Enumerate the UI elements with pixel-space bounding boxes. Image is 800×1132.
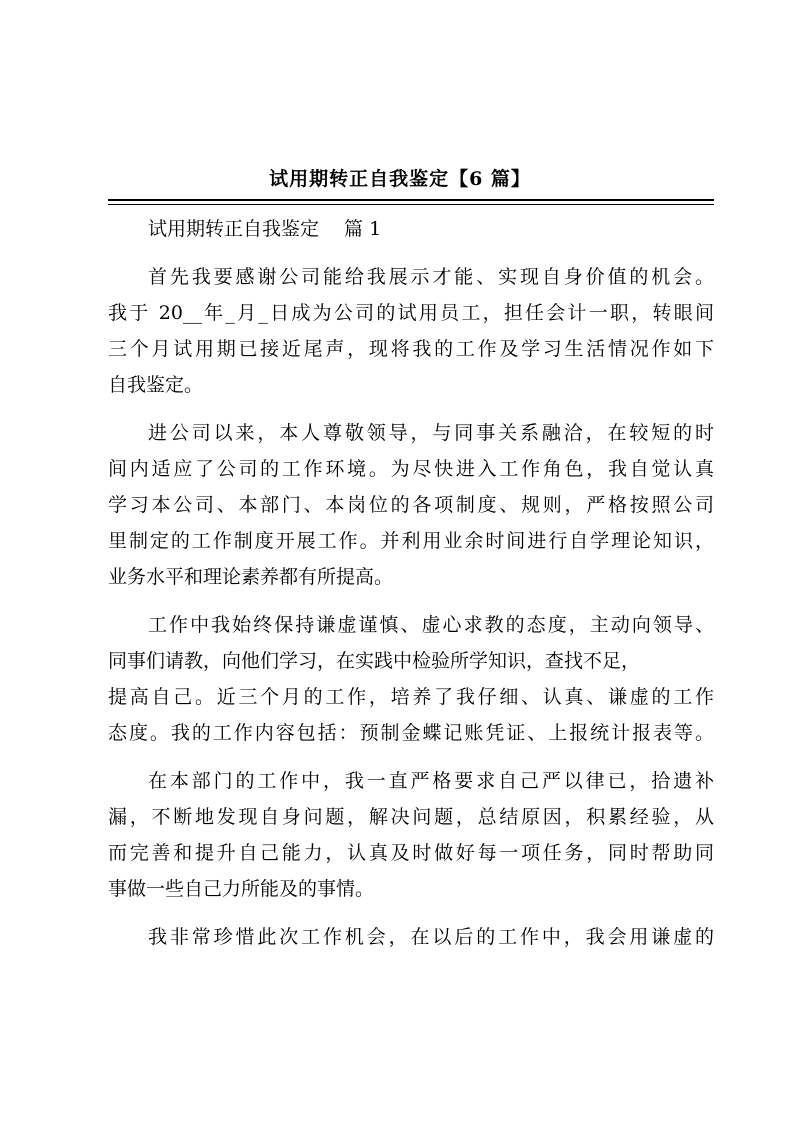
title-rule-thick xyxy=(108,199,714,201)
document-body xyxy=(108,211,714,955)
text-line: 进公司以来，本人尊敬领导，与同事关系融洽，在较短的时 xyxy=(148,422,714,444)
text-line: 我于 20__年_月_日成为公司的试用员工，担任会计一职，转眼间 xyxy=(108,302,714,324)
title-rule-thin xyxy=(108,204,714,205)
text-line: 我非常珍惜此次工作机会，在以后的工作中，我会用谦虚的 xyxy=(148,926,714,948)
text-line: 漏，不断地发现自身问题，解决问题，总结原因，积累经验，从 xyxy=(108,806,714,828)
text-line: 而完善和提升自己能力，认真及时做好每一项任务，同时帮助同 xyxy=(108,842,714,864)
body-lines xyxy=(108,259,714,955)
text-line: 学习本公司、本部门、本岗位的各项制度、规则，严格按照公司 xyxy=(108,494,714,516)
text-line: 业务水平和理论素养都有所提高。 xyxy=(108,566,394,588)
text-line: 首先我要感谢公司能给我展示才能、实现自身价值的机会。 xyxy=(148,266,714,288)
text-line: 态度。我的工作内容包括：预制金蝶记账凭证、上报统计报表等。 xyxy=(108,722,714,744)
document-title: 试用期转正自我鉴定【6 篇】 xyxy=(269,168,531,190)
text-line: 同事们请教，向他们学习，在实践中检验所学知识，查找不足， xyxy=(108,650,641,672)
text-line: 在本部门的工作中，我一直严格要求自己严以律已，拾遗补 xyxy=(148,770,714,792)
text-line: 工作中我始终保持谦虚谨慎、虚心求教的态度，主动向领导、 xyxy=(148,614,714,636)
text-line: 提高自己。近三个月的工作，培养了我仔细、认真、谦虚的工作 xyxy=(108,686,714,708)
text-line: 间内适应了公司的工作环境。为尽快进入工作角色，我自觉认真 xyxy=(108,458,714,480)
text-line: 自我鉴定。 xyxy=(108,374,204,396)
text-line: 里制定的工作制度开展工作。并利用业余时间进行自学理论知识， xyxy=(108,530,714,552)
section-heading: 试用期转正自我鉴定 篇 1 xyxy=(148,218,382,240)
text-line: 三个月试用期已接近尾声，现将我的工作及学习生活情况作如下 xyxy=(108,338,714,360)
text-line: 事做一些自己力所能及的事情。 xyxy=(108,878,375,900)
